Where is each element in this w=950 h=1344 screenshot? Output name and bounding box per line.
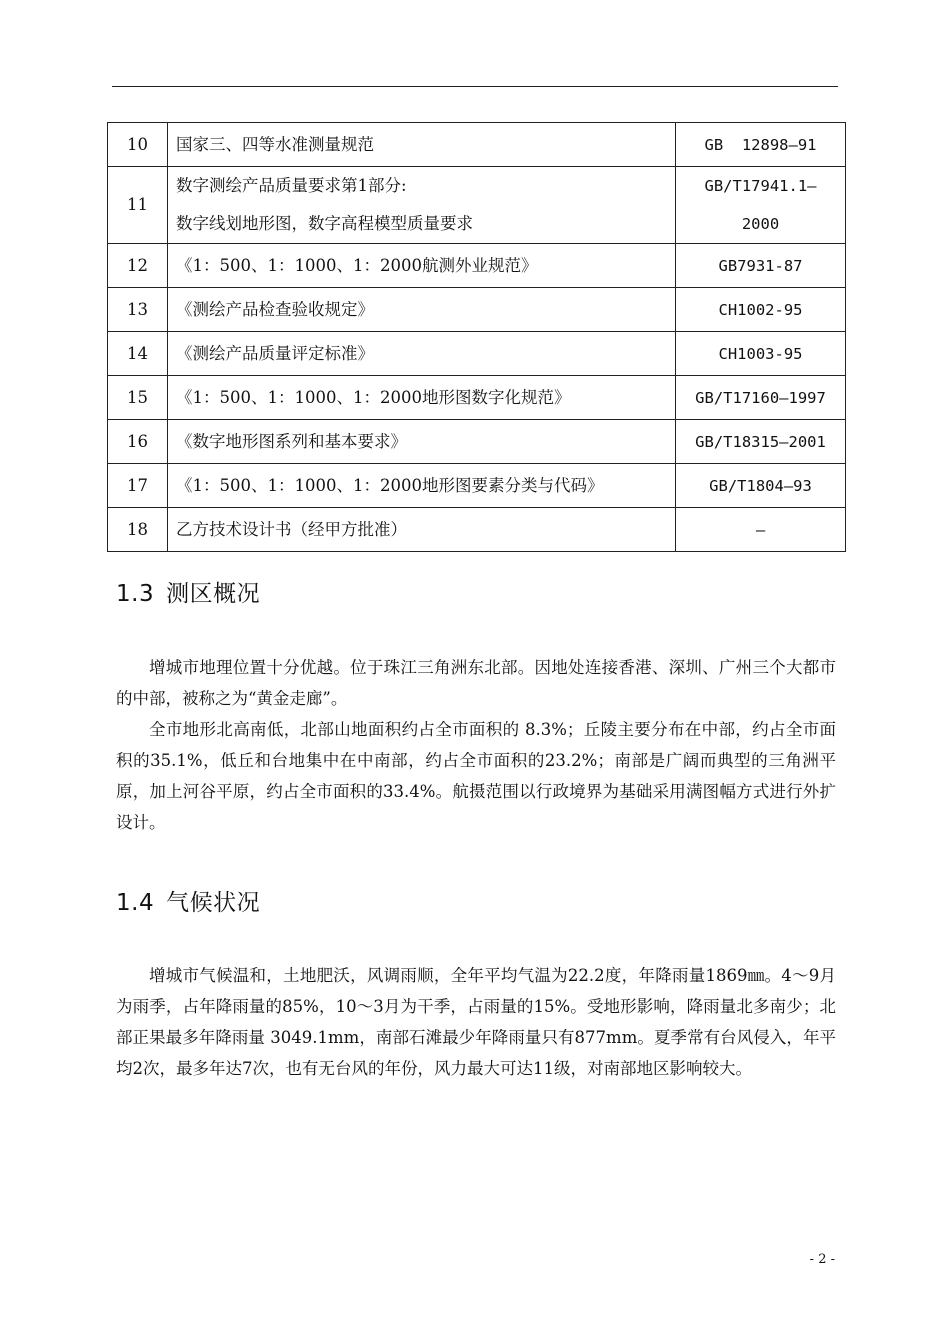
standard-code: CH1002-95 <box>676 288 846 332</box>
header-rule <box>112 86 838 87</box>
table-row <box>108 167 846 244</box>
standard-code-line2: 2000 <box>741 215 780 233</box>
table-row <box>108 244 846 288</box>
section-number: 1.3 <box>116 581 155 607</box>
standard-title: 乙方技术设计书（经甲方批准） <box>168 508 676 552</box>
standard-title: 《1：500、1：1000、1：2000地形图要素分类与代码》 <box>168 464 676 508</box>
section-1-3-body <box>116 652 836 838</box>
paragraph: 全市地形北高南低，北部山地面积约占全市面积的 8.3%；丘陵主要分布在中部，约占全市面积的35.1%，低丘和台地集中在中南部，约占全市面积的23.2%；南部是广阔而典型的三角洲平原，加上河谷平原，约占全市面积的33.4%。航摄范围以行政境界为基础采用满图幅方式进行外扩设计。 <box>116 720 836 832</box>
row-number: 13 <box>108 288 168 332</box>
row-number: 10 <box>108 123 168 167</box>
table-row <box>108 420 846 464</box>
standard-code: GB 12898—91 <box>676 123 846 167</box>
section-1-4-body <box>116 960 836 1084</box>
standard-code: GB/T17160—1997 <box>676 376 846 420</box>
paragraph: 增城市地理位置十分优越。位于珠江三角洲东北部。因地处连接香港、深圳、广州三个大都市的中部，被称之为“黄金走廊”。 <box>116 658 836 708</box>
standard-code <box>676 167 846 244</box>
section-title: 测区概况 <box>166 581 261 607</box>
row-number: 17 <box>108 464 168 508</box>
table-row <box>108 508 846 552</box>
row-number: 15 <box>108 376 168 420</box>
section-number: 1.4 <box>116 890 155 916</box>
row-number: 16 <box>108 420 168 464</box>
standard-code: GB/T1804—93 <box>676 464 846 508</box>
standard-title-line1: 数字测绘产品质量要求第1部分: <box>176 176 407 195</box>
row-number: 11 <box>108 167 168 244</box>
row-number: 18 <box>108 508 168 552</box>
page-number: - 2 - <box>809 1252 835 1267</box>
paragraph: 增城市气候温和，土地肥沃，风调雨顺，全年平均气温为22.2度，年降雨量1869㎜。4～9月为雨季，占年降雨量的85%，10～3月为干季，占雨量的15%。受地形影响，降雨量北多南少；北部正果最多年降雨量 3049.1mm，南部石滩最少年降雨量只有877mm。夏季常有台风侵入，年平均2次，最多年达7次，也有无台风的年份，风力最大可达11级，对南部地区影响较大。 <box>116 966 836 1078</box>
standard-code-line1: GB/T17941.1— <box>704 177 817 195</box>
standard-title: 国家三、四等水准测量规范 <box>168 123 676 167</box>
standard-code: GB/T18315—2001 <box>676 420 846 464</box>
standard-title-line2: 数字线划地形图，数字高程模型质量要求 <box>176 214 473 233</box>
standard-title: 《1：500、1：1000、1：2000地形图数字化规范》 <box>168 376 676 420</box>
standards-table <box>107 122 846 552</box>
table-row <box>108 376 846 420</box>
standard-title: 《测绘产品质量评定标准》 <box>168 332 676 376</box>
section-title: 气候状况 <box>166 890 261 916</box>
standard-title: 《数字地形图系列和基本要求》 <box>168 420 676 464</box>
row-number: 14 <box>108 332 168 376</box>
table-row <box>108 123 846 167</box>
row-number: 12 <box>108 244 168 288</box>
standard-title: 《1：500、1：1000、1：2000航测外业规范》 <box>168 244 676 288</box>
section-heading-1-4 <box>116 884 260 917</box>
section-heading-1-3 <box>116 575 260 608</box>
standard-code: — <box>676 508 846 552</box>
standard-title <box>168 167 676 244</box>
standard-code: CH1003-95 <box>676 332 846 376</box>
table-row <box>108 464 846 508</box>
standard-title: 《测绘产品检查验收规定》 <box>168 288 676 332</box>
table-row <box>108 288 846 332</box>
table-row <box>108 332 846 376</box>
standard-code: GB7931-87 <box>676 244 846 288</box>
